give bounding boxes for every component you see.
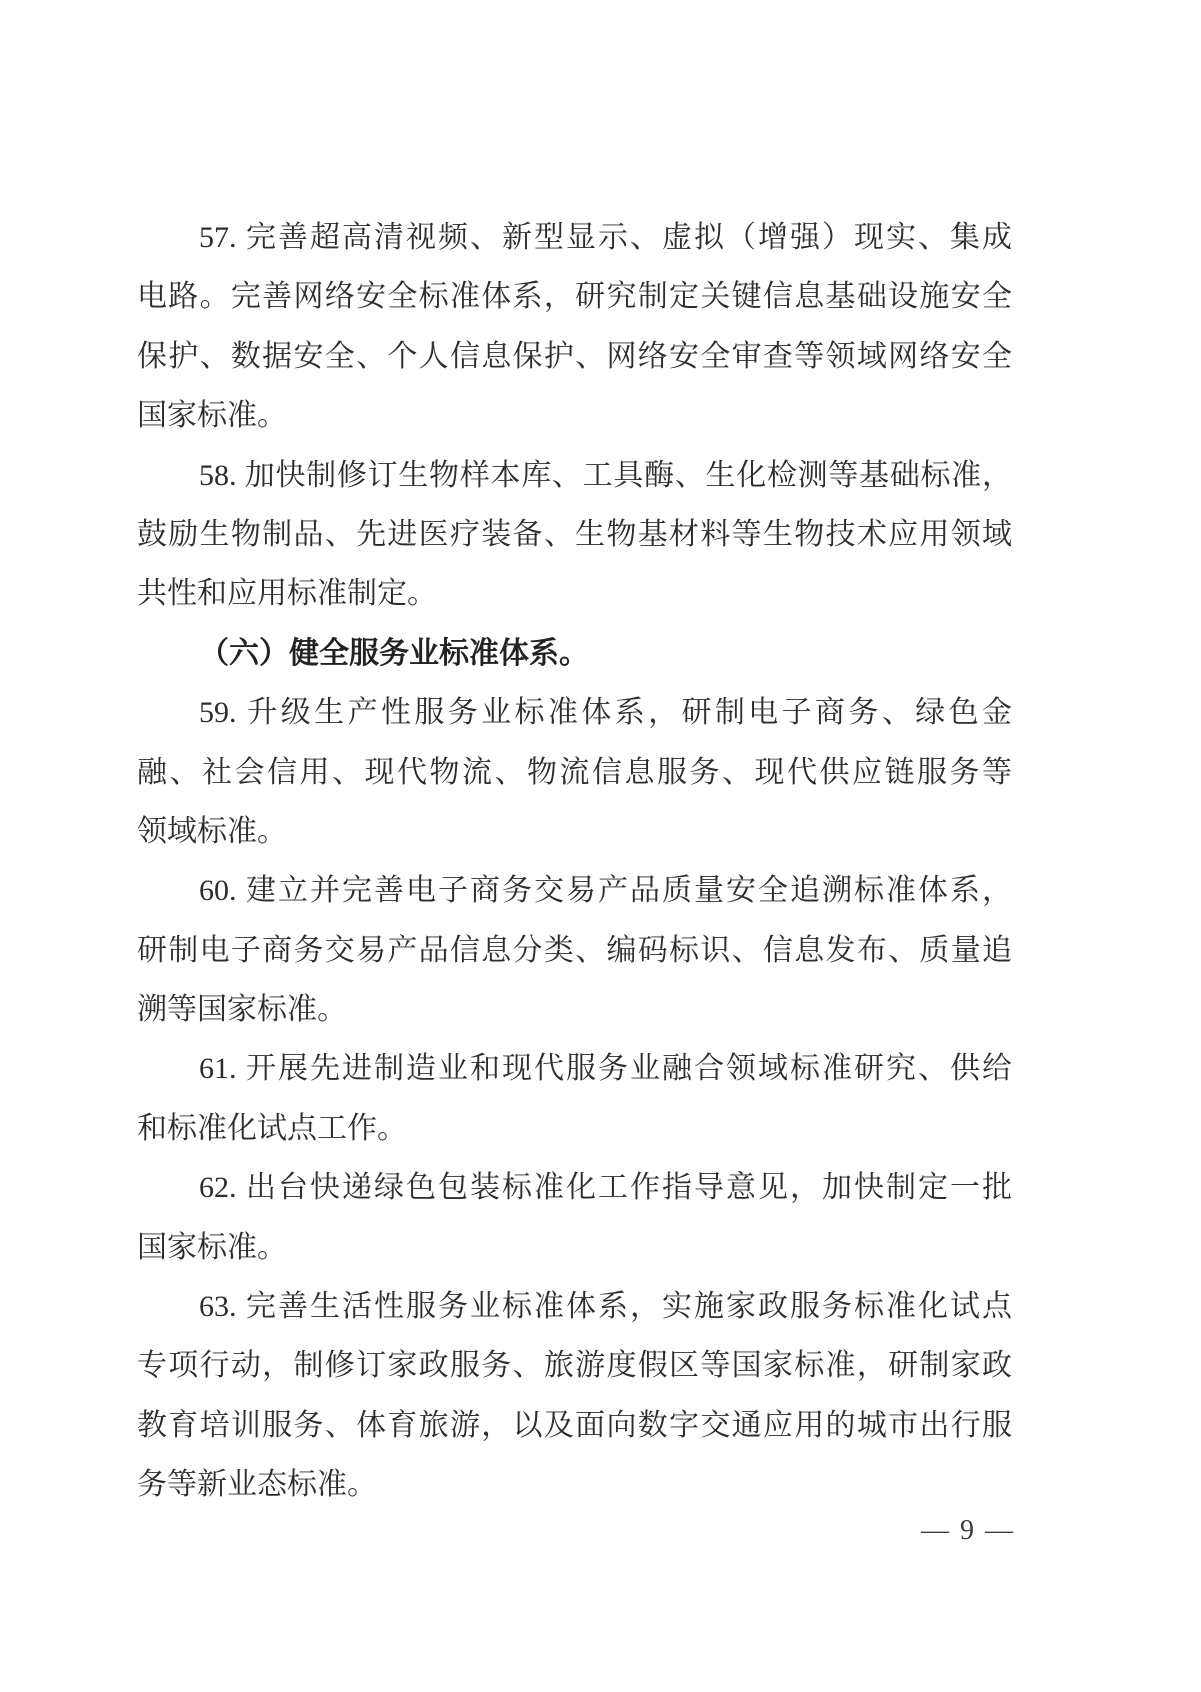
paragraph: [137, 1158, 1012, 1277]
text-line: 62. 出台快递绿色包装标准化工作指导意见，加快制定一批: [199, 1171, 1012, 1205]
text-line: 共性和应用标准制定。: [137, 577, 437, 611]
text-line: 电路。完善网络安全标准体系，研究制定关键信息基础设施安全: [137, 280, 1012, 314]
text-line: 60. 建立并完善电子商务交易产品质量安全追溯标准体系，: [199, 874, 1012, 908]
text-line: 和标准化试点工作。: [137, 1111, 407, 1145]
text-line: （六）健全服务业标准体系。: [199, 636, 589, 670]
text-line: 57. 完善超高清视频、新型显示、虚拟（增强）现实、集成: [199, 221, 1012, 254]
paragraph: [137, 1277, 1012, 1515]
paragraph: [137, 861, 1012, 1039]
text-line: 鼓励生物制品、先进医疗装备、生物基材料等生物技术应用领域: [137, 517, 1012, 551]
text-line: 专项行动，制修订家政服务、旅游度假区等国家标准，研制家政: [137, 1349, 1012, 1383]
text-line: 61. 开展先进制造业和现代服务业融合领域标准研究、供给: [199, 1052, 1012, 1086]
text-line: 务等新业态标准。: [137, 1468, 377, 1502]
paragraph: [137, 446, 1012, 624]
text-line: 58. 加快制修订生物样本库、工具酶、生化检测等基础标准，: [199, 458, 1012, 492]
text-line: 国家标准。: [137, 1230, 287, 1264]
text-line: 溯等国家标准。: [137, 993, 347, 1027]
section-heading: [137, 624, 1012, 683]
document-body: [137, 208, 1012, 1515]
text-line: 研制电子商务交易产品信息分类、编码标识、信息发布、质量追: [137, 933, 1012, 967]
text-line: 教育培训服务、体育旅游，以及面向数字交通应用的城市出行服: [137, 1408, 1012, 1442]
paragraph: [137, 683, 1012, 861]
page-number: — 9 —: [921, 1515, 1015, 1546]
text-line: 63. 完善生活性服务业标准体系，实施家政服务标准化试点: [199, 1290, 1012, 1324]
paragraph: [137, 1039, 1012, 1158]
text-line: 59. 升级生产性服务业标准体系，研制电子商务、绿色金: [199, 696, 1012, 730]
text-line: 领域标准。: [137, 814, 287, 848]
paragraph: [137, 208, 1012, 446]
text-line: 国家标准。: [137, 399, 287, 433]
text-line: 融、社会信用、现代物流、物流信息服务、现代供应链服务等: [137, 755, 1012, 789]
text-line: 保护、数据安全、个人信息保护、网络安全审查等领域网络安全: [137, 339, 1012, 373]
